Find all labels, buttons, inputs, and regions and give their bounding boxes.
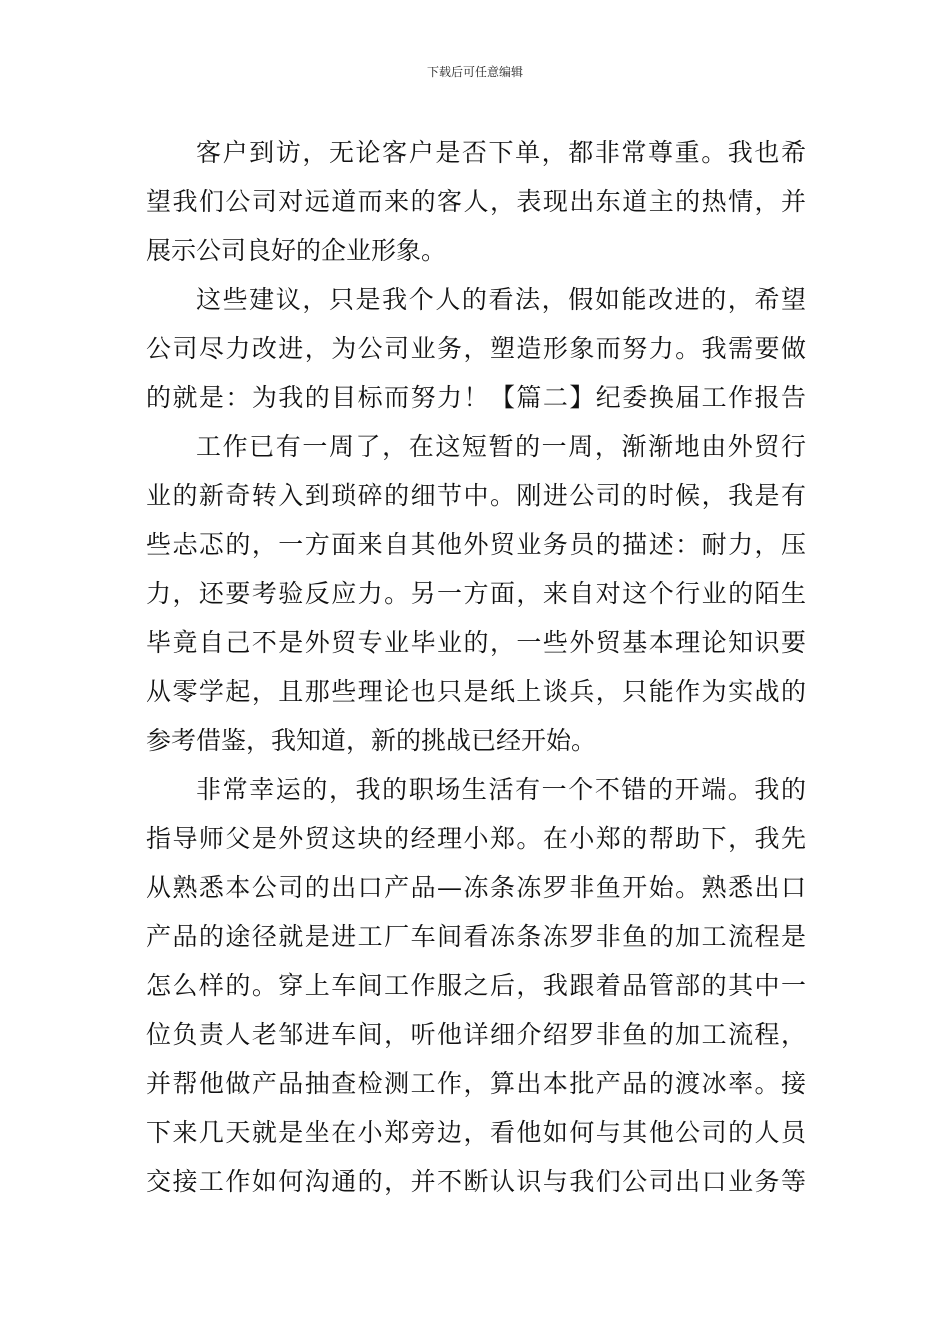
text-line: 位负责人老邹进车间，听他详细介绍罗非鱼的加工流程，: [146, 1020, 806, 1049]
text-line: 些忐忑的，一方面来自其他外贸业务员的描述：耐力，压: [146, 530, 806, 559]
paragraph: [146, 128, 806, 275]
text-line: 非常幸运的，我的职场生活有一个不错的开端。我的: [196, 775, 806, 804]
paragraph: [146, 422, 806, 765]
text-line: 下来几天就是坐在小郑旁边，看他如何与其他公司的人员: [146, 1118, 806, 1147]
text-line: 的就是：为我的目标而努力！【篇二】纪委换届工作报告: [146, 383, 806, 412]
text-line: 毕竟自己不是外贸专业毕业的，一些外贸基本理论知识要: [146, 628, 806, 657]
text-line: 怎么样的。穿上车间工作服之后，我跟着品管部的其中一: [146, 971, 806, 1000]
text-line: 参考借鉴，我知道，新的挑战已经开始。: [146, 726, 597, 755]
text-line: 业的新奇转入到琐碎的细节中。刚进公司的时候，我是有: [146, 481, 806, 510]
text-line: 力，还要考验反应力。另一方面，来自对这个行业的陌生: [146, 579, 806, 608]
text-line: 并帮他做产品抽查检测工作，算出本批产品的渡冰率。接: [146, 1069, 806, 1098]
text-line: 指导师父是外贸这块的经理小郑。在小郑的帮助下，我先: [146, 824, 806, 853]
text-line: 客户到访，无论客户是否下单，都非常尊重。我也希: [196, 138, 806, 167]
paragraph: [146, 275, 806, 422]
text-line: 望我们公司对远道而来的客人，表现出东道主的热情，并: [146, 187, 806, 216]
text-line: 交接工作如何沟通的，并不断认识与我们公司出口业务等: [146, 1167, 806, 1196]
text-line: 从零学起，且那些理论也只是纸上谈兵，只能作为实战的: [146, 677, 806, 706]
text-line: 这些建议，只是我个人的看法，假如能改进的，希望: [196, 285, 806, 314]
document-body: [146, 128, 806, 1206]
page-header: 下载后可任意编辑: [426, 65, 523, 79]
text-line: 从熟悉本公司的出口产品—冻条冻罗非鱼开始。熟悉出口: [146, 873, 806, 902]
text-line: 公司尽力改进，为公司业务，塑造形象而努力。我需要做: [146, 334, 806, 363]
text-line: 工作已有一周了，在这短暂的一周，渐渐地由外贸行: [196, 432, 806, 461]
paragraph: [146, 765, 806, 1206]
text-line: 展示公司良好的企业形象。: [146, 236, 447, 265]
text-line: 产品的途径就是进工厂车间看冻条冻罗非鱼的加工流程是: [146, 922, 806, 951]
